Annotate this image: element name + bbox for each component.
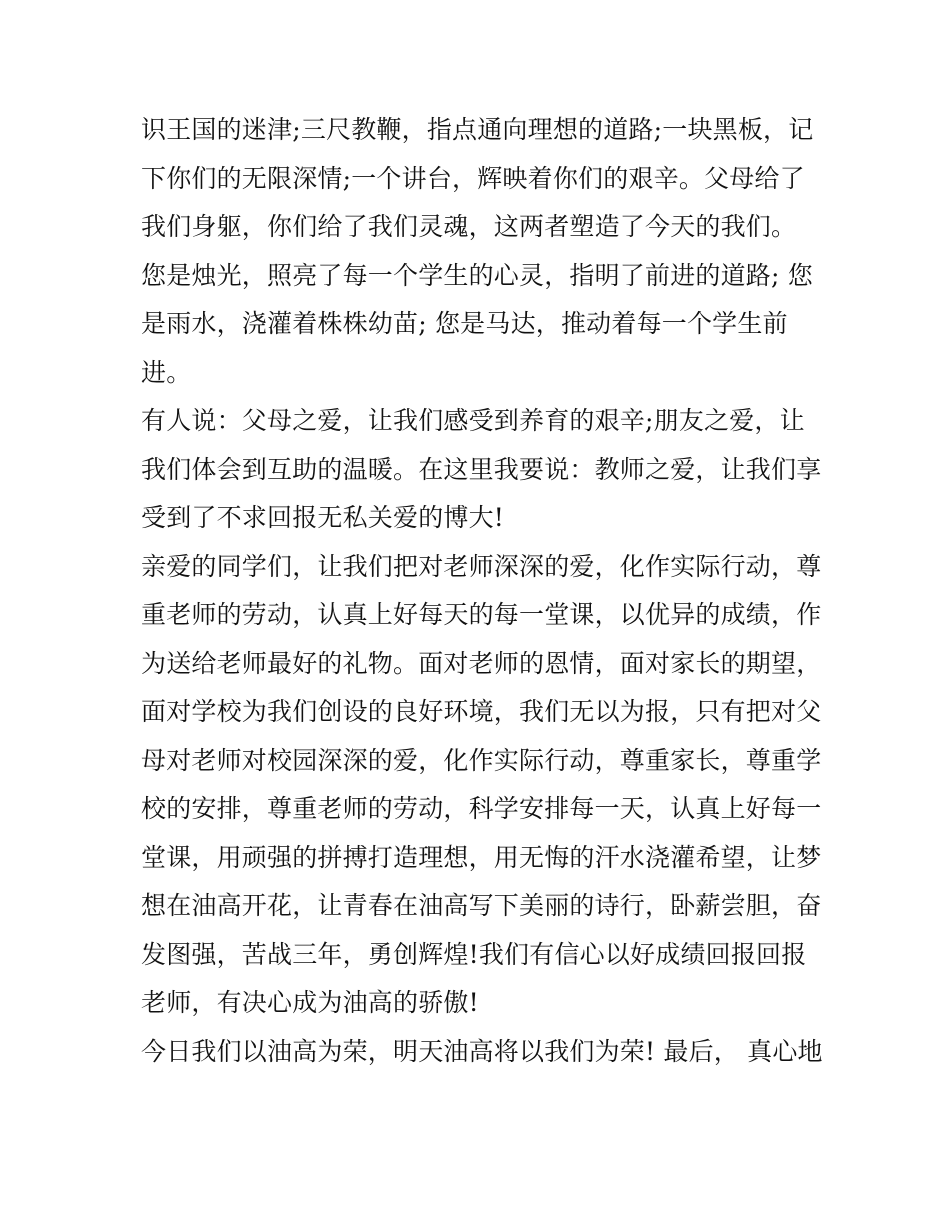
text-line: 受到了不求回报无私关爱的博大!	[141, 503, 505, 532]
text-line: 识王国的迷津;三尺教鞭，指点通向理想的道路;一块黑板，记	[141, 115, 814, 144]
text-line: 母对老师对校园深深的爱，化作实际行动，尊重家长，尊重学	[141, 745, 822, 775]
text-line: 校的安排，尊重老师的劳动，科学安排每一天，认真上好每一	[141, 794, 822, 823]
text-line: 重老师的劳动，认真上好每天的每一堂课，以优异的成绩，作	[141, 600, 822, 629]
text-line: 想在油高开花，让青春在油高写下美丽的诗行，卧薪尝胆，奋	[141, 891, 822, 920]
text-line: 为送给老师最好的礼物。面对老师的恩情，面对家长的期望，	[141, 648, 822, 678]
text-line: 老师，有决心成为油高的骄傲!	[141, 988, 479, 1017]
text-line: 我们体会到互助的温暖。在这里我要说：教师之爱，让我们享	[141, 454, 822, 484]
text-line: 发图强，苦战三年，勇创辉煌!我们有信心以好成绩回报回报	[141, 939, 807, 969]
text-line: 今日我们以油高为荣，明天油高将以我们为荣! 最后， 真心地	[141, 1036, 823, 1066]
text-line: 面对学校为我们创设的良好环境，我们无以为报，只有把对父	[141, 697, 822, 726]
text-line: 您是烛光，照亮了每一个学生的心灵，指明了前进的道路; 您	[141, 260, 813, 290]
text-line: 我们身躯，你们给了我们灵魂，这两者塑造了今天的我们。	[141, 212, 797, 241]
document-body	[141, 106, 823, 1076]
text-line: 亲爱的同学们，让我们把对老师深深的爱，化作实际行动，尊	[141, 551, 822, 581]
text-line: 有人说：父母之爱，让我们感受到养育的艰辛;朋友之爱，让	[141, 406, 805, 435]
text-line: 是雨水，浇灌着株株幼苗; 您是马达，推动着每一个学生前	[141, 309, 788, 338]
text-line: 堂课，用顽强的拼搏打造理想，用无悔的汗水浇灌希望，让梦	[141, 842, 822, 872]
text-line: 进。	[141, 357, 192, 387]
text-line: 下你们的无限深情;一个讲台，辉映着你们的艰辛。父母给了	[141, 163, 805, 193]
